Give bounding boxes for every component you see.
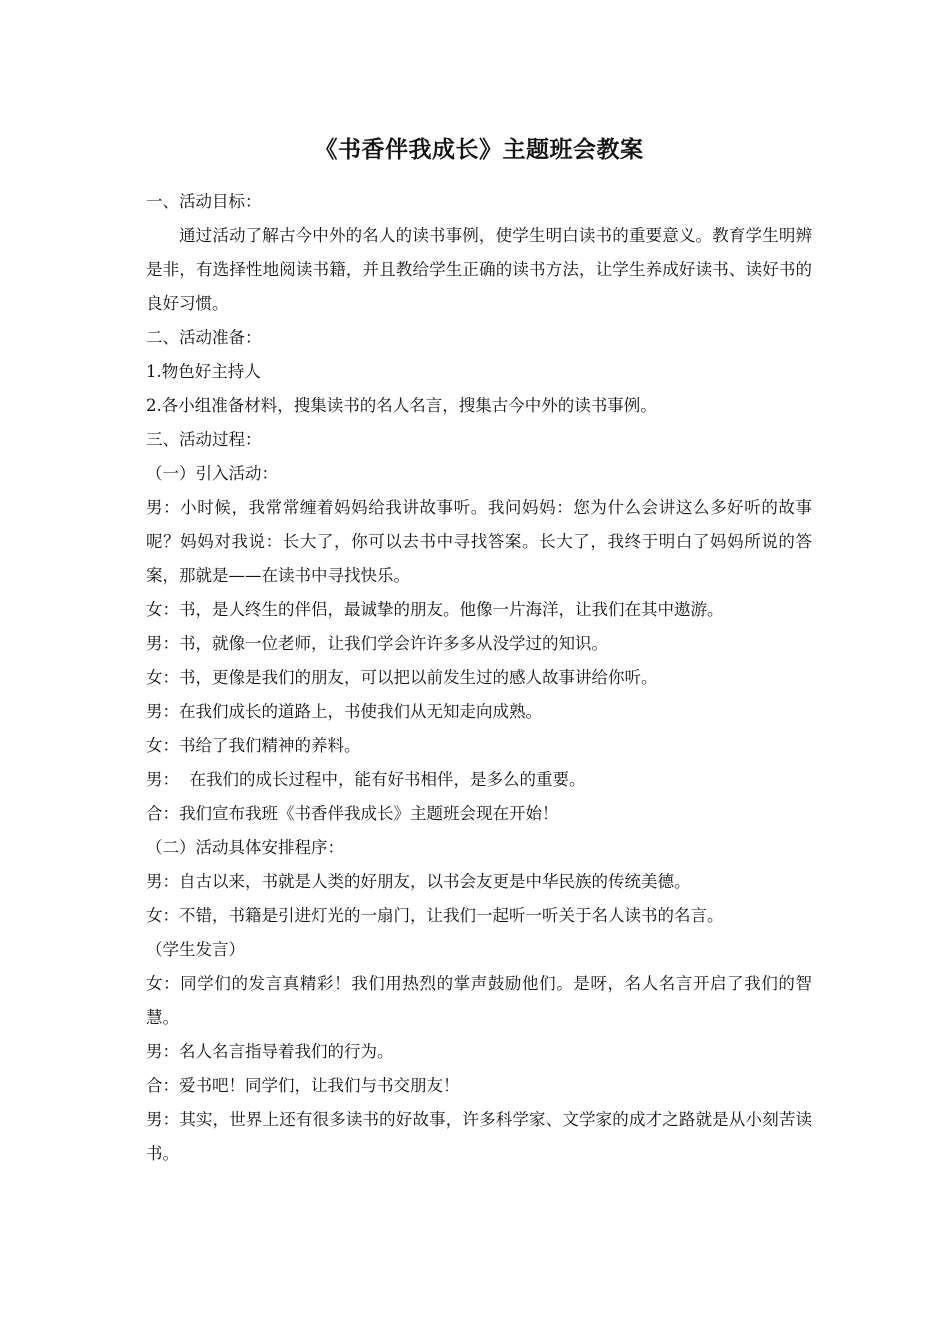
paragraph: 男：其实，世界上还有很多读书的好故事，许多科学家、文学家的成才之路就是从小刻苦读书。: [146, 1110, 812, 1163]
paragraph: 合：我们宣布我班《书香伴我成长》主题班会现在开始！: [146, 804, 559, 823]
paragraph: （一）引入活动：: [146, 464, 278, 483]
paragraph: （学生发言）: [146, 940, 245, 959]
document-body: [146, 132, 812, 1171]
document-title: 《书香伴我成长》主题班会教案: [314, 137, 644, 163]
paragraph: 通过活动了解古今中外的名人的读书事例，使学生明白读书的重要意义。教育学生明辨是非，有选择性地阅读书籍，并且教给学生正确的读书方法，让学生养成好读书、读好书的良好习惯。: [146, 226, 812, 313]
paragraph: 男：名人名言指导着我们的行为。: [146, 1042, 394, 1061]
paragraph: 女：不错，书籍是引进灯光的一扇门，让我们一起听一听关于名人读书的名言。: [146, 906, 724, 925]
paragraph: 2.各小组准备材料，搜集读书的名人名言，搜集古今中外的读书事例。: [146, 396, 657, 415]
paragraph: 二、活动准备：: [146, 328, 262, 347]
paragraph-list: [146, 185, 812, 1171]
paragraph: 女：书，更像是我们的朋友，可以把以前发生过的感人故事讲给你听。: [146, 668, 658, 687]
paragraph: 女：书给了我们精神的养料。: [146, 736, 361, 755]
paragraph: 男：在我们成长的道路上，书使我们从无知走向成熟。: [146, 702, 542, 721]
paragraph: 女：同学们的发言真精彩！我们用热烈的掌声鼓励他们。是呀，名人名言开启了我们的智慧。: [146, 974, 812, 1027]
paragraph: 合：爱书吧！同学们，让我们与书交朋友！: [146, 1076, 460, 1095]
paragraph: 1.物色好主持人: [146, 362, 261, 381]
paragraph: 三、活动过程：: [146, 430, 262, 449]
paragraph: 女：书，是人终生的伴侣，最诚挚的朋友。他像一片海洋，让我们在其中遨游。: [146, 600, 724, 619]
paragraph: 男：自古以来，书就是人类的好朋友，以书会友更是中华民族的传统美德。: [146, 872, 691, 891]
paragraph: （二）活动具体安排程序：: [146, 838, 344, 857]
paragraph: 男：书，就像一位老师，让我们学会许许多多从没学过的知识。: [146, 634, 608, 653]
paragraph: 男： 在我们的成长过程中，能有好书相伴，是多么的重要。: [146, 770, 586, 789]
paragraph: 男：小时候，我常常缠着妈妈给我讲故事听。我问妈妈：您为什么会讲这么多好听的故事呢？妈妈对我说：长大了，你可以去书中寻找答案。长大了，我终于明白了妈妈所说的答案，那就是——在读书中寻找快乐。: [146, 498, 812, 585]
paragraph: 一、活动目标：: [146, 192, 262, 211]
